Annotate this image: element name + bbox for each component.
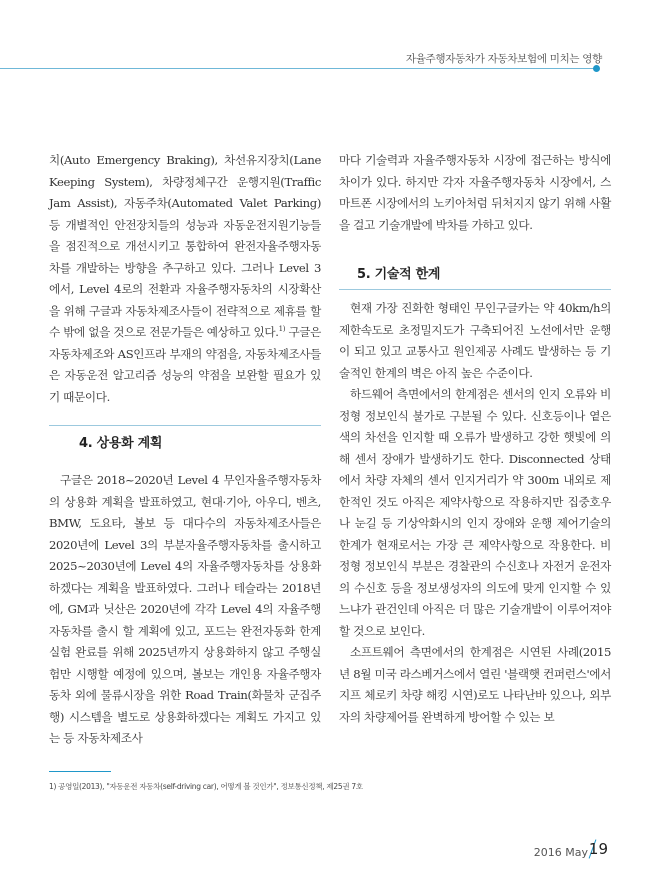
- running-title: 자율주행자동차가 자동차보험에 미치는 영향: [405, 53, 602, 65]
- paragraph-5b: 하드웨어 측면에서의 한계점은 센서의 인지 오류와 비정형 정보인식 불가로 구분될 수 있다. 신호등이나 옅은 색의 차선을 인지할 때 오류가 발생하고 강한 햇빛에 의해 센서 장애가 발생하기도 한다. Disconnected 상태에서 차량 자체의 센서 인지거리가 약 300m 내외로 제한적인 것도 아직은 제약사항으로 작용하지만 집중호우나 눈길 등 기상악화시의 인지 장애와 운행 제어기술의 한계가 현재로서는 가장 큰 제약사항으로 작용한다. 비정형 정보인식 부분은 경찰관의 수신호나 자전거 운전자의 수신호 등을 정보생성자의 의도에 맞게 인지할 수 있느냐가 관건인데 아직은 더 많은 기술개발이 이루어져야 할 것으로 보인다.: [339, 387, 611, 638]
- paragraph-5c: 소프트웨어 측면에서의 한계점은 시연된 사례(2015년 8월 미국 라스베거스에서 열린 '블랙햇 컨퍼런스'에서 지프 체로키 차량 해킹 시연)로도 나타난바 있으나, 외부자의 차량제어를 완벽하게 방어할 수 있는 보: [339, 645, 611, 724]
- issue-date: 2016 May: [533, 846, 588, 859]
- footnote-text: 1) 공영일(2013), "자동운전 자동차(self-driving car), 어떻게 볼 것인가", 정보통신정책, 제25권 7호: [49, 782, 363, 791]
- footnote-rule: [49, 771, 111, 772]
- right-column-section-5: [339, 298, 611, 728]
- left-column-section-4: [49, 470, 321, 750]
- header-rule: [0, 68, 594, 69]
- header-dot-icon: [593, 65, 600, 72]
- section-4-heading: 4. 상용화 계획: [79, 436, 163, 451]
- section-5-rule: [339, 289, 611, 290]
- paragraph-continued: 마다 기술력과 자율주행자동차 시장에 접근하는 방식에 차이가 있다. 하지만 각자 자율주행자동차 시장에서, 스마트폰 시장에서의 노키아처럼 뒤처지지 않기 위해 사활을 걸고 기술개발에 박차를 가하고 있다.: [339, 153, 611, 232]
- paragraph-5a: 현재 가장 진화한 형태인 무인구글카는 약 40km/h의 제한속도로 초정밀지도가 구축되어진 노선에서만 운행이 되고 있고 교통사고 원인제공 사례도 발생하는 등 기술적인 한계의 벽은 아직 높은 수준이다.: [339, 301, 611, 380]
- paragraph-section-4: 구글은 2018~2020년 Level 4 무인자율주행자동차의 상용화 계획을 발표하였고, 현대·기아, 아우디, 벤츠, BMW, 도요타, 볼보 등 대다수의 자동차제조사들은 2020년에 Level 3의 부분자율주행자동차를 출시하고 2025~2030년에 Level 4의 자율주행자동차를 상용화하겠다는 계획을 발표하였다. 그러나 테슬라는 2018년에, GM과 닛산은 2020년에 각각 Level 4의 자율주행자동차를 출시 할 계획에 있고, 포드는 완전자동화 한계실험 완료를 위해 2025년까지 상용화하지 않고 주행실험만 시행할 예정에 있으며, 볼보는 개인용 자율주행자동차 외에 물류시장을 위한 Road Train(화물차 군집주행) 시스템을 별도로 상용화하겠다는 계획도 가지고 있는 등 자동차제조사: [49, 473, 321, 745]
- right-column: [339, 150, 611, 236]
- footnote-ref[interactable]: 1): [278, 325, 286, 334]
- left-column: [49, 150, 321, 408]
- section-5-heading: 5. 기술적 한계: [357, 267, 441, 282]
- paragraph-intro: [49, 150, 321, 408]
- section-4-rule: [49, 425, 321, 426]
- paragraph-intro-tail: 구글은 자동차제조와 AS인프라 부재의 약점을, 자동차제조사들은 자동운전 알고리즘 성능의 약점을 보완할 필요가 있기 때문이다.: [49, 325, 321, 404]
- paragraph-intro-text: 치(Auto Emergency Braking), 차선유지장치(Lane Keeping System), 차량정체구간 운행지원(Traffic Jam Assist), 자동주차(Automated Valet Parking) 등 개별적인 안전장치들의 성능과 자동운전지원기능들을 점진적으로 개선시키고 통합하여 완전자율주행자동차를 개발하는 방향을 추구하고 있다. 그러나 Level 3 에서, Level 4로의 전환과 자율주행자동차의 시장확산을 위해 구글과 자동차제조사들이 전략적으로 제휴를 할 수 밖에 없을 것으로 전문가들은 예상하고 있다.: [49, 153, 321, 339]
- page-number: 19: [588, 840, 608, 858]
